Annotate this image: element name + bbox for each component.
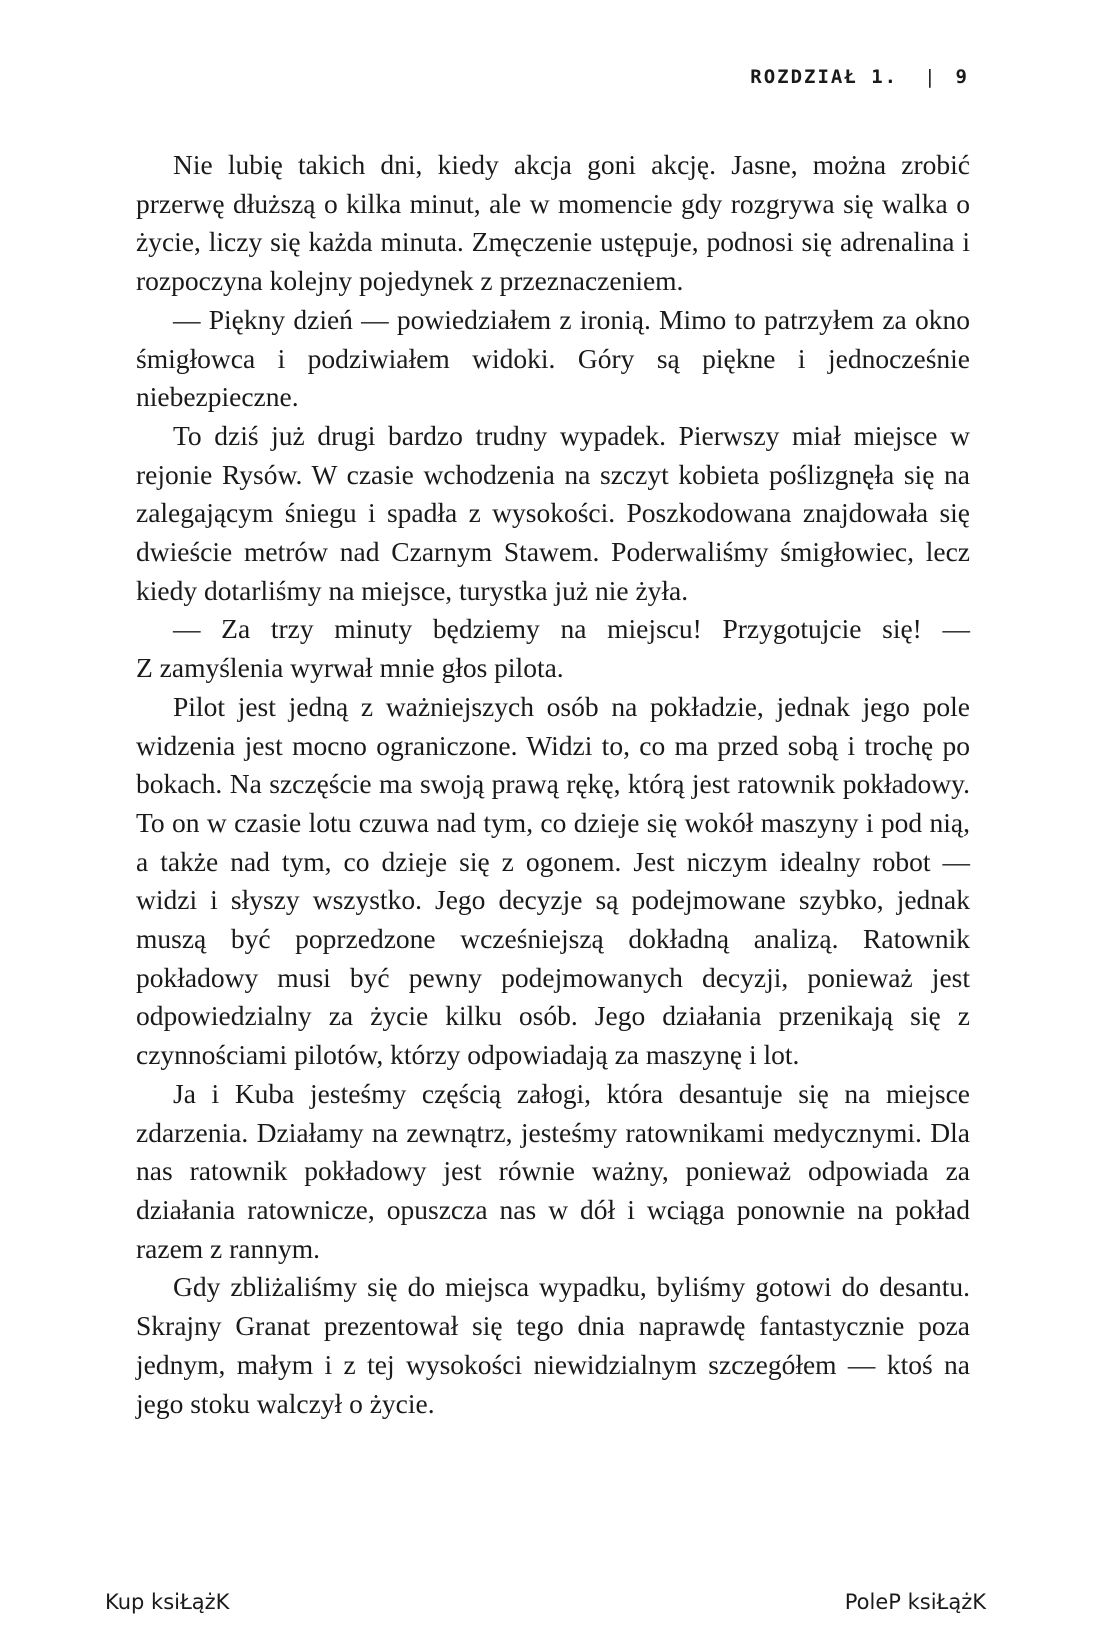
running-header — [750, 66, 969, 88]
header-separator: | — [924, 66, 938, 88]
body-text — [136, 146, 970, 1423]
paragraph: — Za trzy minuty będziemy na miejscu! Przygotujcie się! — — [173, 613, 970, 645]
paragraph: Pilot jest jedną z ważniejszych osób na pokładzie, jednak jego pole widzenia jest mocno ograniczone. Widzi to, co ma przed sobą i trochę po bokach. Na szczęście ma swoją prawą rękę, którą jest ratownik pokładowy. To on w czasie lotu czuwa nad tym, co dzieje się wokół maszyny i pod nią, a także nad tym, co dzieje się z ogonem. Jest niczym idealny robot — widzi i słyszy wszystko. Jego decyzje są podejmowane szybko, jednak muszą być poprzedzone wcześniejszą dokładną analizą. Ratownik pokładowy musi być pewny podejmowanych decyzji, ponieważ jest odpowiedzialny za życie kilku osób. Jego działania przenikają się z czynnościami pilotów, którzy odpowiadają za maszynę i lot. — [136, 690, 970, 1071]
chapter-title: ROZDZIAŁ 1. — [750, 66, 899, 88]
buy-book-link[interactable]: Kup ksiŁążK — [105, 1590, 230, 1614]
paragraph: To dziś już drugi bardzo trudny wypadek. Pierwszy miał miejsce w rejonie Rysów. W czasie wchodzenia na szczyt kobieta poślizgnęła się na zalegającym śniegu i spadła z wysokości. Poszkodowana znajdowała się dwieście metrów nad Czarnym Stawem. Poderwaliśmy śmigłowiec, lecz kiedy dotarliśmy na miejsce, turystka już nie żyła. — [136, 419, 970, 606]
page-number: 9 — [955, 66, 969, 88]
paragraph-continuation: Z zamyślenia wyrwał mnie głos pilota. — [136, 652, 564, 684]
paragraph: Gdy zbliżaliśmy się do miejsca wypadku, byliśmy gotowi do desantu. Skrajny Granat prezentował się tego dnia naprawdę fantastycznie poza jednym, małym i z tej wysokości niewidzialnym szczegółem — ktoś na jego stoku walczył o życie. — [136, 1271, 970, 1419]
paragraph: — Piękny dzień — powiedziałem z ironią. Mimo to patrzyłem za okno śmigłowca i podziwiałem widoki. Góry są piękne i jednocześnie niebezpieczne. — [136, 303, 970, 413]
recommend-book-link[interactable]: PoleP ksiŁążK — [844, 1590, 986, 1614]
paragraph: Ja i Kuba jesteśmy częścią załogi, która desantuje się na miejsce zdarzenia. Działamy na zewnątrz, jesteśmy ratownikami medycznymi. Dla nas ratownik pokładowy jest równie ważny, ponieważ odpowiada za działania ratownicze, opuszcza nas w dół i wciąga ponownie na pokład razem z rannym. — [136, 1077, 970, 1264]
paragraph: Nie lubię takich dni, kiedy akcja goni akcję. Jasne, można zrobić przerwę dłuższą o kilka minut, ale w momencie gdy rozgrywa się walka o życie, liczy się każda minuta. Zmęczenie ustępuje, podnosi się adrenalina i rozpoczyna kolejny pojedynek z przeznaczeniem. — [136, 149, 970, 297]
